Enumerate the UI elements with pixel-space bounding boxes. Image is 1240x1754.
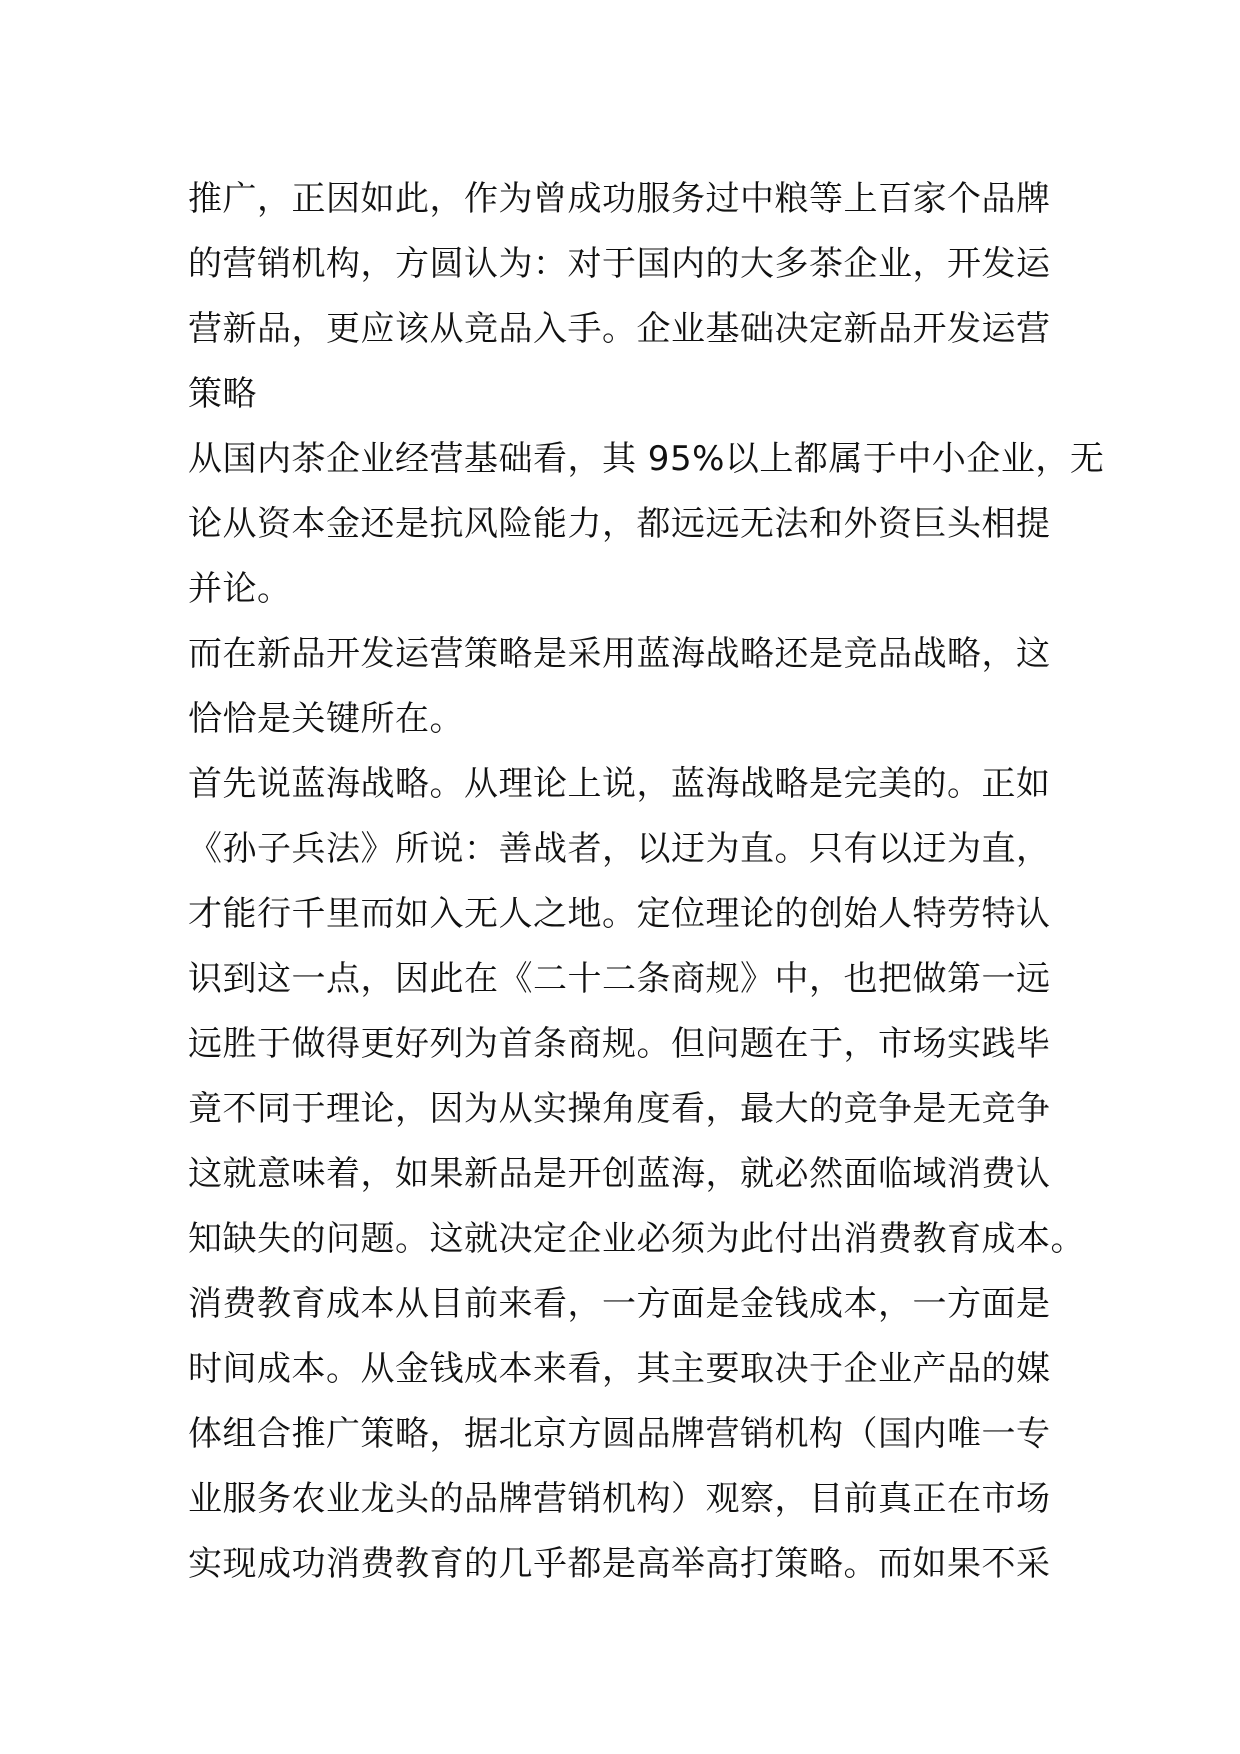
text-line: 而在新品开发运营策略是采用蓝海战略还是竞品战略，这: [188, 634, 1051, 674]
text-line: 首先说蓝海战略。从理论上说，蓝海战略是完美的。正如: [188, 764, 1051, 804]
text-line: 实现成功消费教育的几乎都是高举高打策略。而如果不采: [188, 1544, 1051, 1584]
text-line: 知缺失的问题。这就决定企业必须为此付出消费教育成本。: [188, 1219, 1085, 1259]
text-line: 推广，正因如此，作为曾成功服务过中粮等上百家个品牌: [188, 179, 1051, 219]
text-line: 这就意味着，如果新品是开创蓝海，就必然面临域消费认: [188, 1154, 1051, 1194]
text-line: 营新品，更应该从竞品入手。企业基础决定新品开发运营: [188, 309, 1051, 349]
text-line: 《孙子兵法》所说：善战者，以迂为直。只有以迂为直，: [188, 829, 1051, 869]
text-line: 体组合推广策略，据北京方圆品牌营销机构（国内唯一专: [188, 1414, 1051, 1454]
text-line: 论从资本金还是抗风险能力，都远远无法和外资巨头相提: [188, 504, 1051, 544]
text-line: 消费教育成本从目前来看，一方面是金钱成本，一方面是: [188, 1284, 1051, 1324]
text-line: 才能行千里而如入无人之地。定位理论的创始人特劳特认: [188, 894, 1051, 934]
text-line: 恰恰是关键所在。: [188, 699, 464, 739]
text-line: 的营销机构，方圆认为：对于国内的大多茶企业，开发运: [188, 244, 1051, 284]
body-text: [188, 167, 1105, 1597]
text-line: 策略: [188, 374, 257, 414]
text-line: 业服务农业龙头的品牌营销机构）观察，目前真正在市场: [188, 1479, 1051, 1519]
text-line: 从国内茶企业经营基础看，其 95%以上都属于中小企业，无: [188, 439, 1105, 479]
text-line: 远胜于做得更好列为首条商规。但问题在于，市场实践毕: [188, 1024, 1051, 1064]
text-line: 竟不同于理论，因为从实操角度看，最大的竞争是无竞争: [188, 1089, 1051, 1129]
text-line: 并论。: [188, 569, 292, 609]
text-line: 识到这一点，因此在《二十二条商规》中，也把做第一远: [188, 959, 1051, 999]
text-line: 时间成本。从金钱成本来看，其主要取决于企业产品的媒: [188, 1349, 1051, 1389]
